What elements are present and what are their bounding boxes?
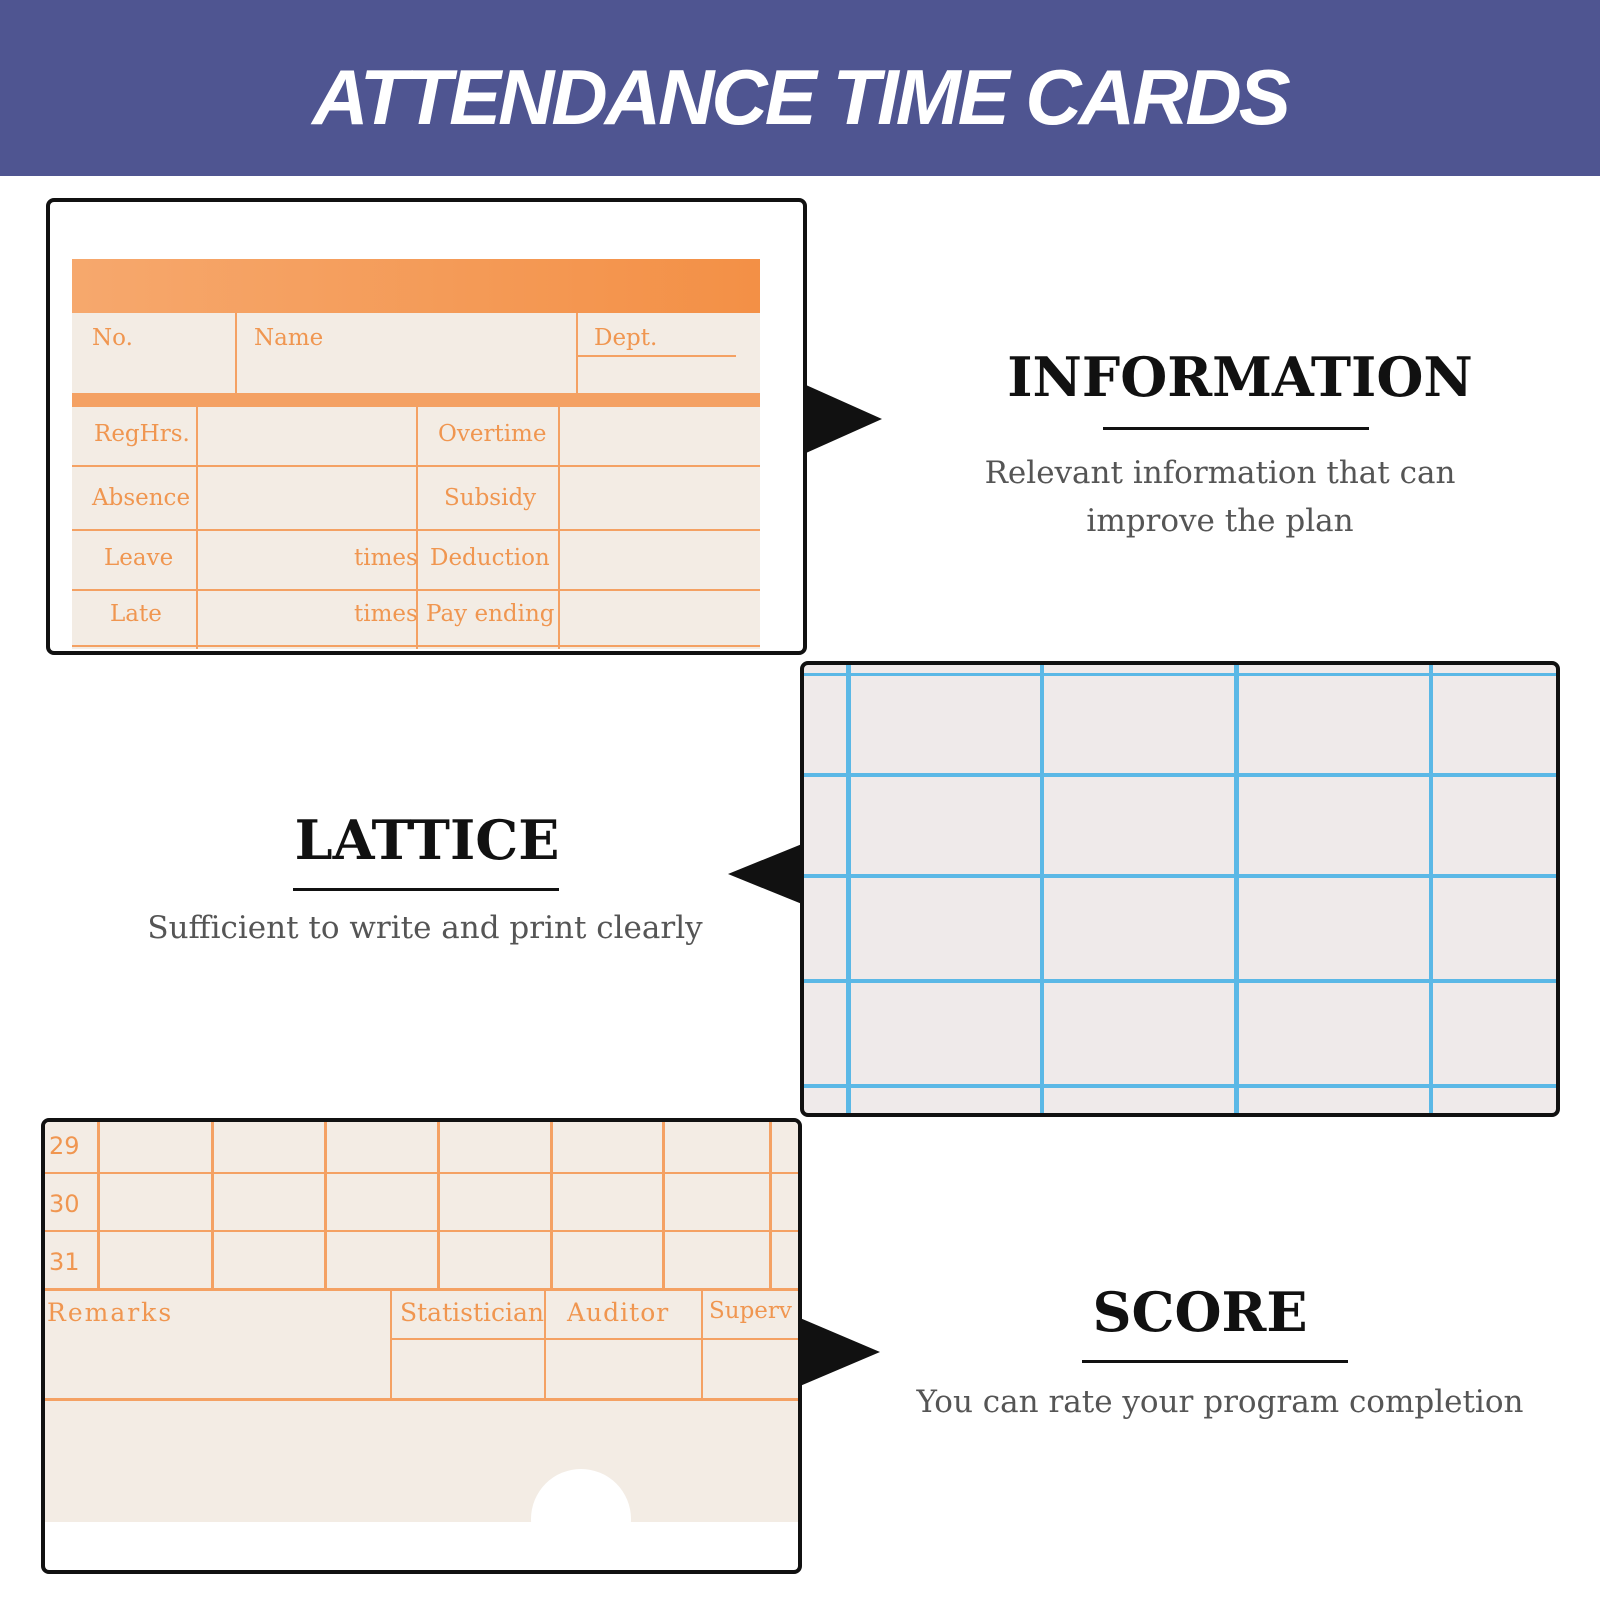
signoff-auditor: Auditor bbox=[567, 1298, 670, 1327]
row-label-pay-ending: Pay ending bbox=[426, 601, 555, 627]
remarks-label: Remarks bbox=[47, 1298, 174, 1327]
feature-description-score: You can rate your program completion bbox=[916, 1384, 1524, 1420]
card-top-band bbox=[72, 259, 760, 313]
row-label-reghrs: RegHrs. bbox=[94, 421, 190, 447]
banner-title: ATTENDANCE TIME CARDS bbox=[312, 53, 1288, 141]
time-card-top bbox=[72, 259, 760, 649]
field-name: Name bbox=[254, 325, 324, 351]
row-label-absence: Absence bbox=[92, 485, 191, 511]
feature-heading-score: SCORE bbox=[1092, 1280, 1308, 1344]
time-card-bottom bbox=[45, 1122, 802, 1522]
day-number-30: 30 bbox=[49, 1190, 80, 1218]
feature-heading-lattice: LATTICE bbox=[294, 808, 560, 872]
row-label-subsidy: Subsidy bbox=[444, 485, 537, 511]
feature-description-lattice: Sufficient to write and print clearly bbox=[147, 910, 703, 946]
day-number-31: 31 bbox=[49, 1248, 80, 1276]
row-label-leave: Leave bbox=[104, 545, 174, 571]
day-number-29: 29 bbox=[49, 1132, 80, 1160]
heading-underline bbox=[1082, 1360, 1348, 1363]
row-unit-leave: times bbox=[354, 545, 418, 571]
time-card-footer-photo bbox=[41, 1118, 802, 1574]
row-label-late: Late bbox=[110, 601, 162, 627]
row-unit-late: times bbox=[354, 601, 418, 627]
heading-underline bbox=[1103, 427, 1369, 430]
card-mid-band bbox=[72, 393, 760, 407]
lattice-grid-photo bbox=[800, 661, 1560, 1117]
feature-heading-information: INFORMATION bbox=[1007, 345, 1473, 409]
title-banner bbox=[0, 0, 1600, 176]
row-label-overtime: Overtime bbox=[438, 421, 547, 447]
pointer-arrow-right bbox=[806, 385, 882, 453]
heading-underline bbox=[293, 888, 559, 891]
signoff-statistician: Statistician bbox=[400, 1298, 544, 1327]
feature-description-information: Relevant information that can improve the plan bbox=[984, 455, 1456, 539]
pointer-arrow-left bbox=[728, 844, 802, 904]
pointer-arrow-right bbox=[800, 1318, 880, 1386]
time-card-header-photo bbox=[46, 198, 807, 655]
signoff-supervisor: Superv bbox=[709, 1298, 792, 1324]
card-notch bbox=[531, 1469, 631, 1569]
row-label-deduction: Deduction bbox=[430, 545, 550, 571]
field-dept: Dept. bbox=[594, 325, 658, 351]
field-number: No. bbox=[92, 325, 133, 351]
